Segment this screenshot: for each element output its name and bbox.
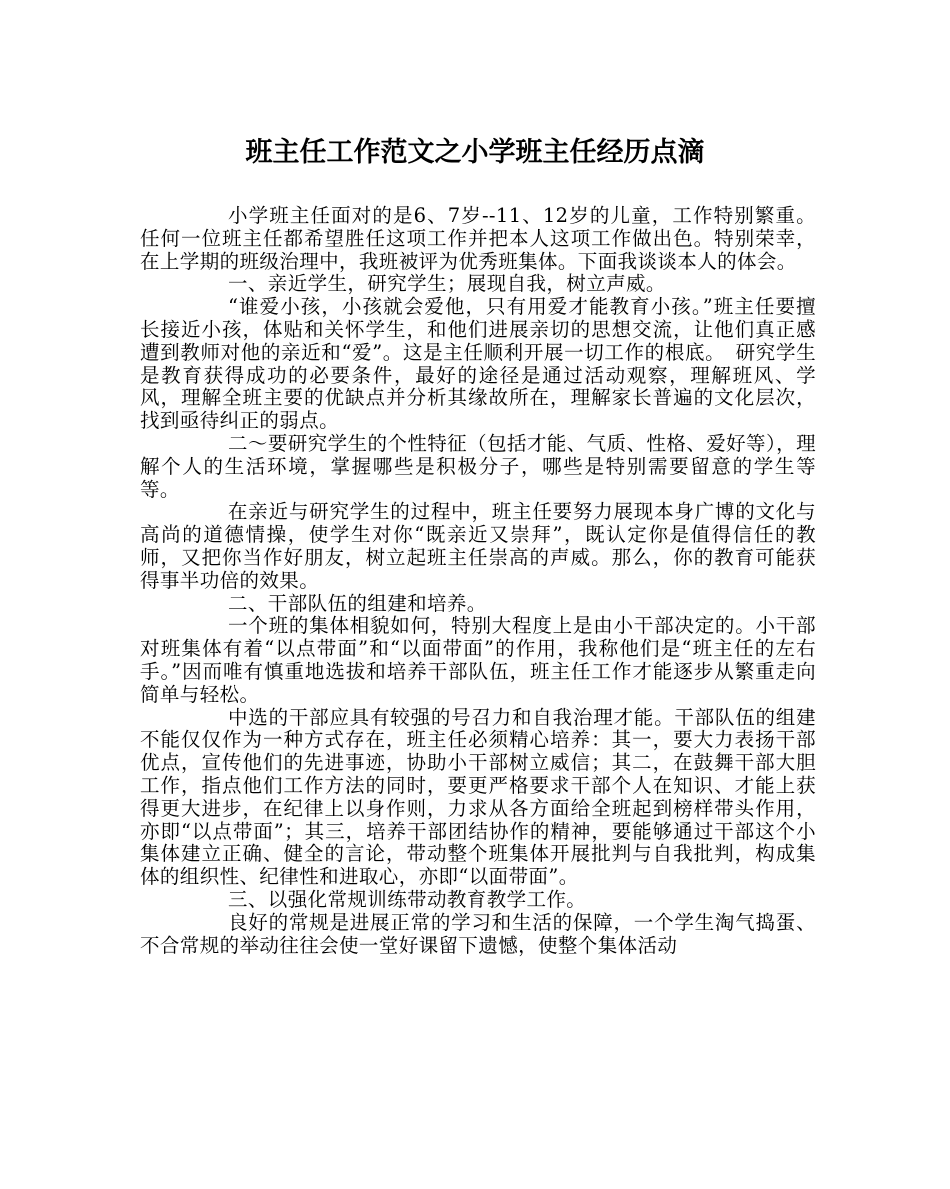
paragraph: 在亲近与研究学生的过程中，班主任要努力展现本身广博的文化与高尚的道德情操，使学生对你“既亲近又崇拜”，既认定你是值得信任的教师，又把你当作好朋友，树立起班主任崇高的声威。那么，你的教育可能获得事半功倍的效果。: [140, 500, 816, 592]
paragraph: 二～要研究学生的个性特征（包括才能、气质、性格、爱好等），理解个人的生活环境，掌握哪些是积极分子，哪些是特别需要留意的学生等等。: [140, 431, 816, 501]
paragraph: “谁爱小孩，小孩就会爱他，只有用爱才能教育小孩。”班主任要擅长接近小孩，体贴和关怀学生，和他们进展亲切的思想交流，让他们真正感遭到教师对他的亲近和“爱”。这是主任顺利开展一切工作的根底。 研究学生是教育获得成功的必要条件，最好的途径是通过活动观察，理解班风、学风，理解全班主要的优缺点并分析其缘故所在，理解家长普遍的文化层次，找到亟待纠正的弱点。: [140, 295, 816, 433]
document-body: [140, 205, 816, 957]
section-heading: 三、以强化常规训练带动教育教学工作。: [228, 887, 587, 911]
section-heading: 一、亲近学生，研究学生；展现自我，树立声威。: [228, 272, 666, 296]
paragraph: 良好的常规是进展正常的学习和生活的保障，一个学生淘气捣蛋、不合常规的举动往往会使一堂好课留下遗憾，使整个集体活动: [140, 910, 816, 957]
paragraph: 一个班的集体相貌如何，特别大程度上是由小干部决定的。小干部对班集体有着“以点带面”和“以面带面”的作用，我称他们是“班主任的左右手。”因而唯有慎重地选拔和培养干部队伍，班主任工作才能逐步从繁重走向简单与轻松。: [140, 614, 816, 706]
paragraph: 中选的干部应具有较强的号召力和自我治理才能。干部队伍的组建不能仅仅作为一种方式存在，班主任必须精心培养：其一，要大力表扬干部优点，宣传他们的先进事迹，协助小干部树立威信；其二，在鼓舞干部大胆工作，指点他们工作方法的同时，要更严格要求干部个人在知识、才能上获得更大进步，在纪律上以身作则，力求从各方面给全班起到榜样带头作用，亦即“以点带面”；其三，培养干部团结协作的精神，要能够通过干部这个小集体建立正确、健全的言论，带动整个班集体开展批判与自我批判，构成集体的组织性、纪律性和进取心，亦即“以面带面”。: [140, 705, 816, 889]
paragraph: 小学班主任面对的是6、7岁--11、12岁的儿童，工作特别繁重。任何一位班主任都希望胜任这项工作并把本人这项工作做出色。特别荣幸，在上学期的班级治理中，我班被评为优秀班集体。下面我谈谈本人的体会。: [140, 204, 816, 273]
section-heading: 二、干部队伍的组建和培养。: [228, 591, 487, 615]
document-title: 班主任工作范文之小学班主任经历点滴: [245, 137, 705, 168]
